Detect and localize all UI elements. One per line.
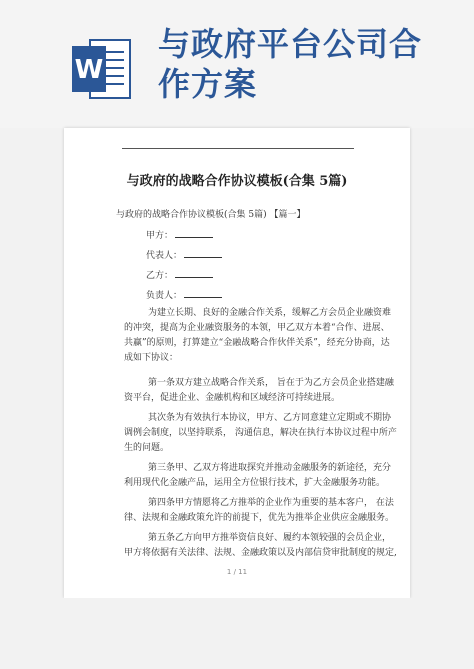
svg-text:W: W bbox=[74, 55, 104, 85]
paragraph-line: 第一条双方建立战略合作关系， 旨在于为乙方会员企业搭建融 bbox=[148, 378, 394, 388]
field-label: 甲方： bbox=[146, 231, 174, 241]
paragraph-3 bbox=[124, 411, 397, 456]
field-party-a bbox=[146, 228, 213, 244]
paragraph-line: 成如下协议： bbox=[124, 353, 179, 363]
word-document-icon bbox=[70, 36, 132, 102]
page-background bbox=[0, 598, 474, 669]
field-person-in-charge bbox=[146, 288, 222, 304]
paragraph-line: 资平台，促进企业、金融机构和区域经济可持续进展。 bbox=[124, 393, 341, 403]
banner-title-line-2: 作方案 bbox=[158, 65, 258, 103]
blank-line bbox=[184, 248, 222, 258]
paragraph-line: 利用现代化金融产品，运用全方位银行技术，扩大金融服务功能。 bbox=[124, 478, 386, 488]
banner-title-line-1: 与政府平台公司合 bbox=[158, 25, 423, 63]
blank-line bbox=[175, 268, 213, 278]
paragraph-1 bbox=[124, 306, 392, 366]
field-label: 乙方： bbox=[146, 271, 174, 281]
field-representative bbox=[146, 248, 222, 264]
document-page bbox=[64, 128, 410, 598]
field-label: 代表人： bbox=[146, 251, 183, 261]
paragraph-line: 第五条乙方向甲方推举资信良好、履约本领较强的会员企业， bbox=[148, 533, 392, 543]
paragraph-line: 律、法规和金融政策允许的前提下，优先为推举企业供应金融服务。 bbox=[124, 513, 395, 523]
banner bbox=[0, 0, 474, 128]
paragraph-line: 共赢”的原则，打算建立“金融战略合作伙伴关系”，经充分协商，达 bbox=[124, 338, 390, 348]
paragraph-5 bbox=[124, 496, 395, 526]
paragraph-4 bbox=[124, 461, 392, 491]
paragraph-line: 第三条甲、乙双方将进取探究并推动金融服务的新途径，充分 bbox=[148, 463, 392, 473]
paragraph-line: 生的问题。 bbox=[124, 443, 170, 453]
blank-line bbox=[184, 288, 222, 298]
paragraph-line: 的冲突，提高为企业融资服务的本领，甲乙双方本着“合作、进展、 bbox=[124, 323, 390, 333]
paragraph-line: 第四条甲方情愿将乙方推举的企业作为重要的基本客户， 在法 bbox=[148, 498, 394, 508]
paragraph-line: 调例会制度，以坚持联系， 沟通信息，解决在执行本协议过程中所产 bbox=[124, 428, 397, 438]
document-subheading: 与政府的战略合作协议模板(合集 5篇) 【篇一】 bbox=[116, 210, 306, 220]
paragraph-2 bbox=[124, 376, 394, 406]
paragraph-line: 其次条为有效执行本协议，甲方、乙方同意建立定期或不期协 bbox=[148, 413, 392, 423]
paragraph-line: 甲方将依据有关法律、法规、金融政策以及内部信贷审批制度的规定, bbox=[124, 548, 397, 558]
paragraph-6 bbox=[124, 531, 397, 561]
blank-line bbox=[175, 228, 213, 238]
page-number: 1 / 11 bbox=[226, 568, 248, 576]
field-label: 负责人： bbox=[146, 291, 183, 301]
field-party-b bbox=[146, 268, 213, 284]
header-rule bbox=[122, 148, 354, 149]
banner-title bbox=[158, 24, 468, 104]
paragraph-line: 为建立长期、良好的金融合作关系，缓解乙方会员企业融资难 bbox=[148, 308, 392, 318]
document-title: 与政府的战略合作协议模板(合集 5篇) bbox=[126, 174, 348, 189]
